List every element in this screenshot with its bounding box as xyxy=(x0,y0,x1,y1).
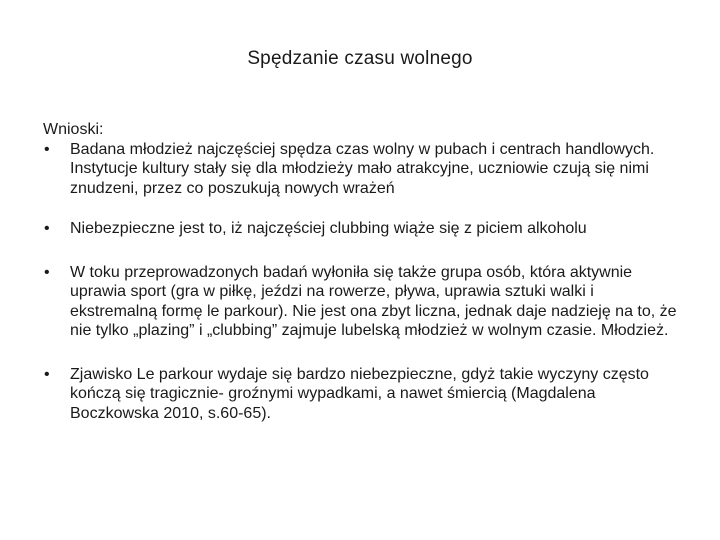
list-item xyxy=(43,263,683,341)
slide-title: Spędzanie czasu wolnego xyxy=(247,48,473,69)
list-item xyxy=(43,140,683,199)
bullet-icon: • xyxy=(44,220,50,237)
bullet-icon: • xyxy=(44,263,50,281)
list-item xyxy=(43,365,683,424)
bullet-icon: • xyxy=(44,140,50,158)
list-item-text: W toku przeprowadzonych badań wyłoniła się także grupa osób, która aktywnie uprawia sport (gra w piłkę, jeździ na rowerze, pływa, uprawia sztuki walki i ekstremalną formę le parkour). Nie jest ona zbyt liczna, jednak daje nadzieję na to, że nie tylko „plazing” i „clubbing” zajmuje lubelską młodzież w wolnym czasie. Młodzież. xyxy=(70,263,677,339)
conclusions-heading: Wnioski: xyxy=(43,121,104,138)
list-item xyxy=(43,219,683,239)
bullet-icon: • xyxy=(44,365,50,383)
slide-content xyxy=(43,120,683,423)
conclusions-list xyxy=(43,140,683,424)
list-item-text: Niebezpieczne jest to, iż najczęściej clubbing wiąże się z piciem alkoholu xyxy=(70,220,587,237)
list-item-text: Badana młodzież najczęściej spędza czas wolny w pubach i centrach handlowych. Instytucje kultury stały się dla młodzieży mało atrakcyjne, uczniowie czują się nimi znudzeni, przez co poszukują nowych wrażeń xyxy=(70,140,655,197)
list-item-text: Zjawisko Le parkour wydaje się bardzo niebezpieczne, gdyż takie wyczyny często kończą się tragicznie- groźnymi wypadkami, a nawet śmiercią (Magdalena Boczkowska 2010, s.60-65). xyxy=(70,365,649,422)
